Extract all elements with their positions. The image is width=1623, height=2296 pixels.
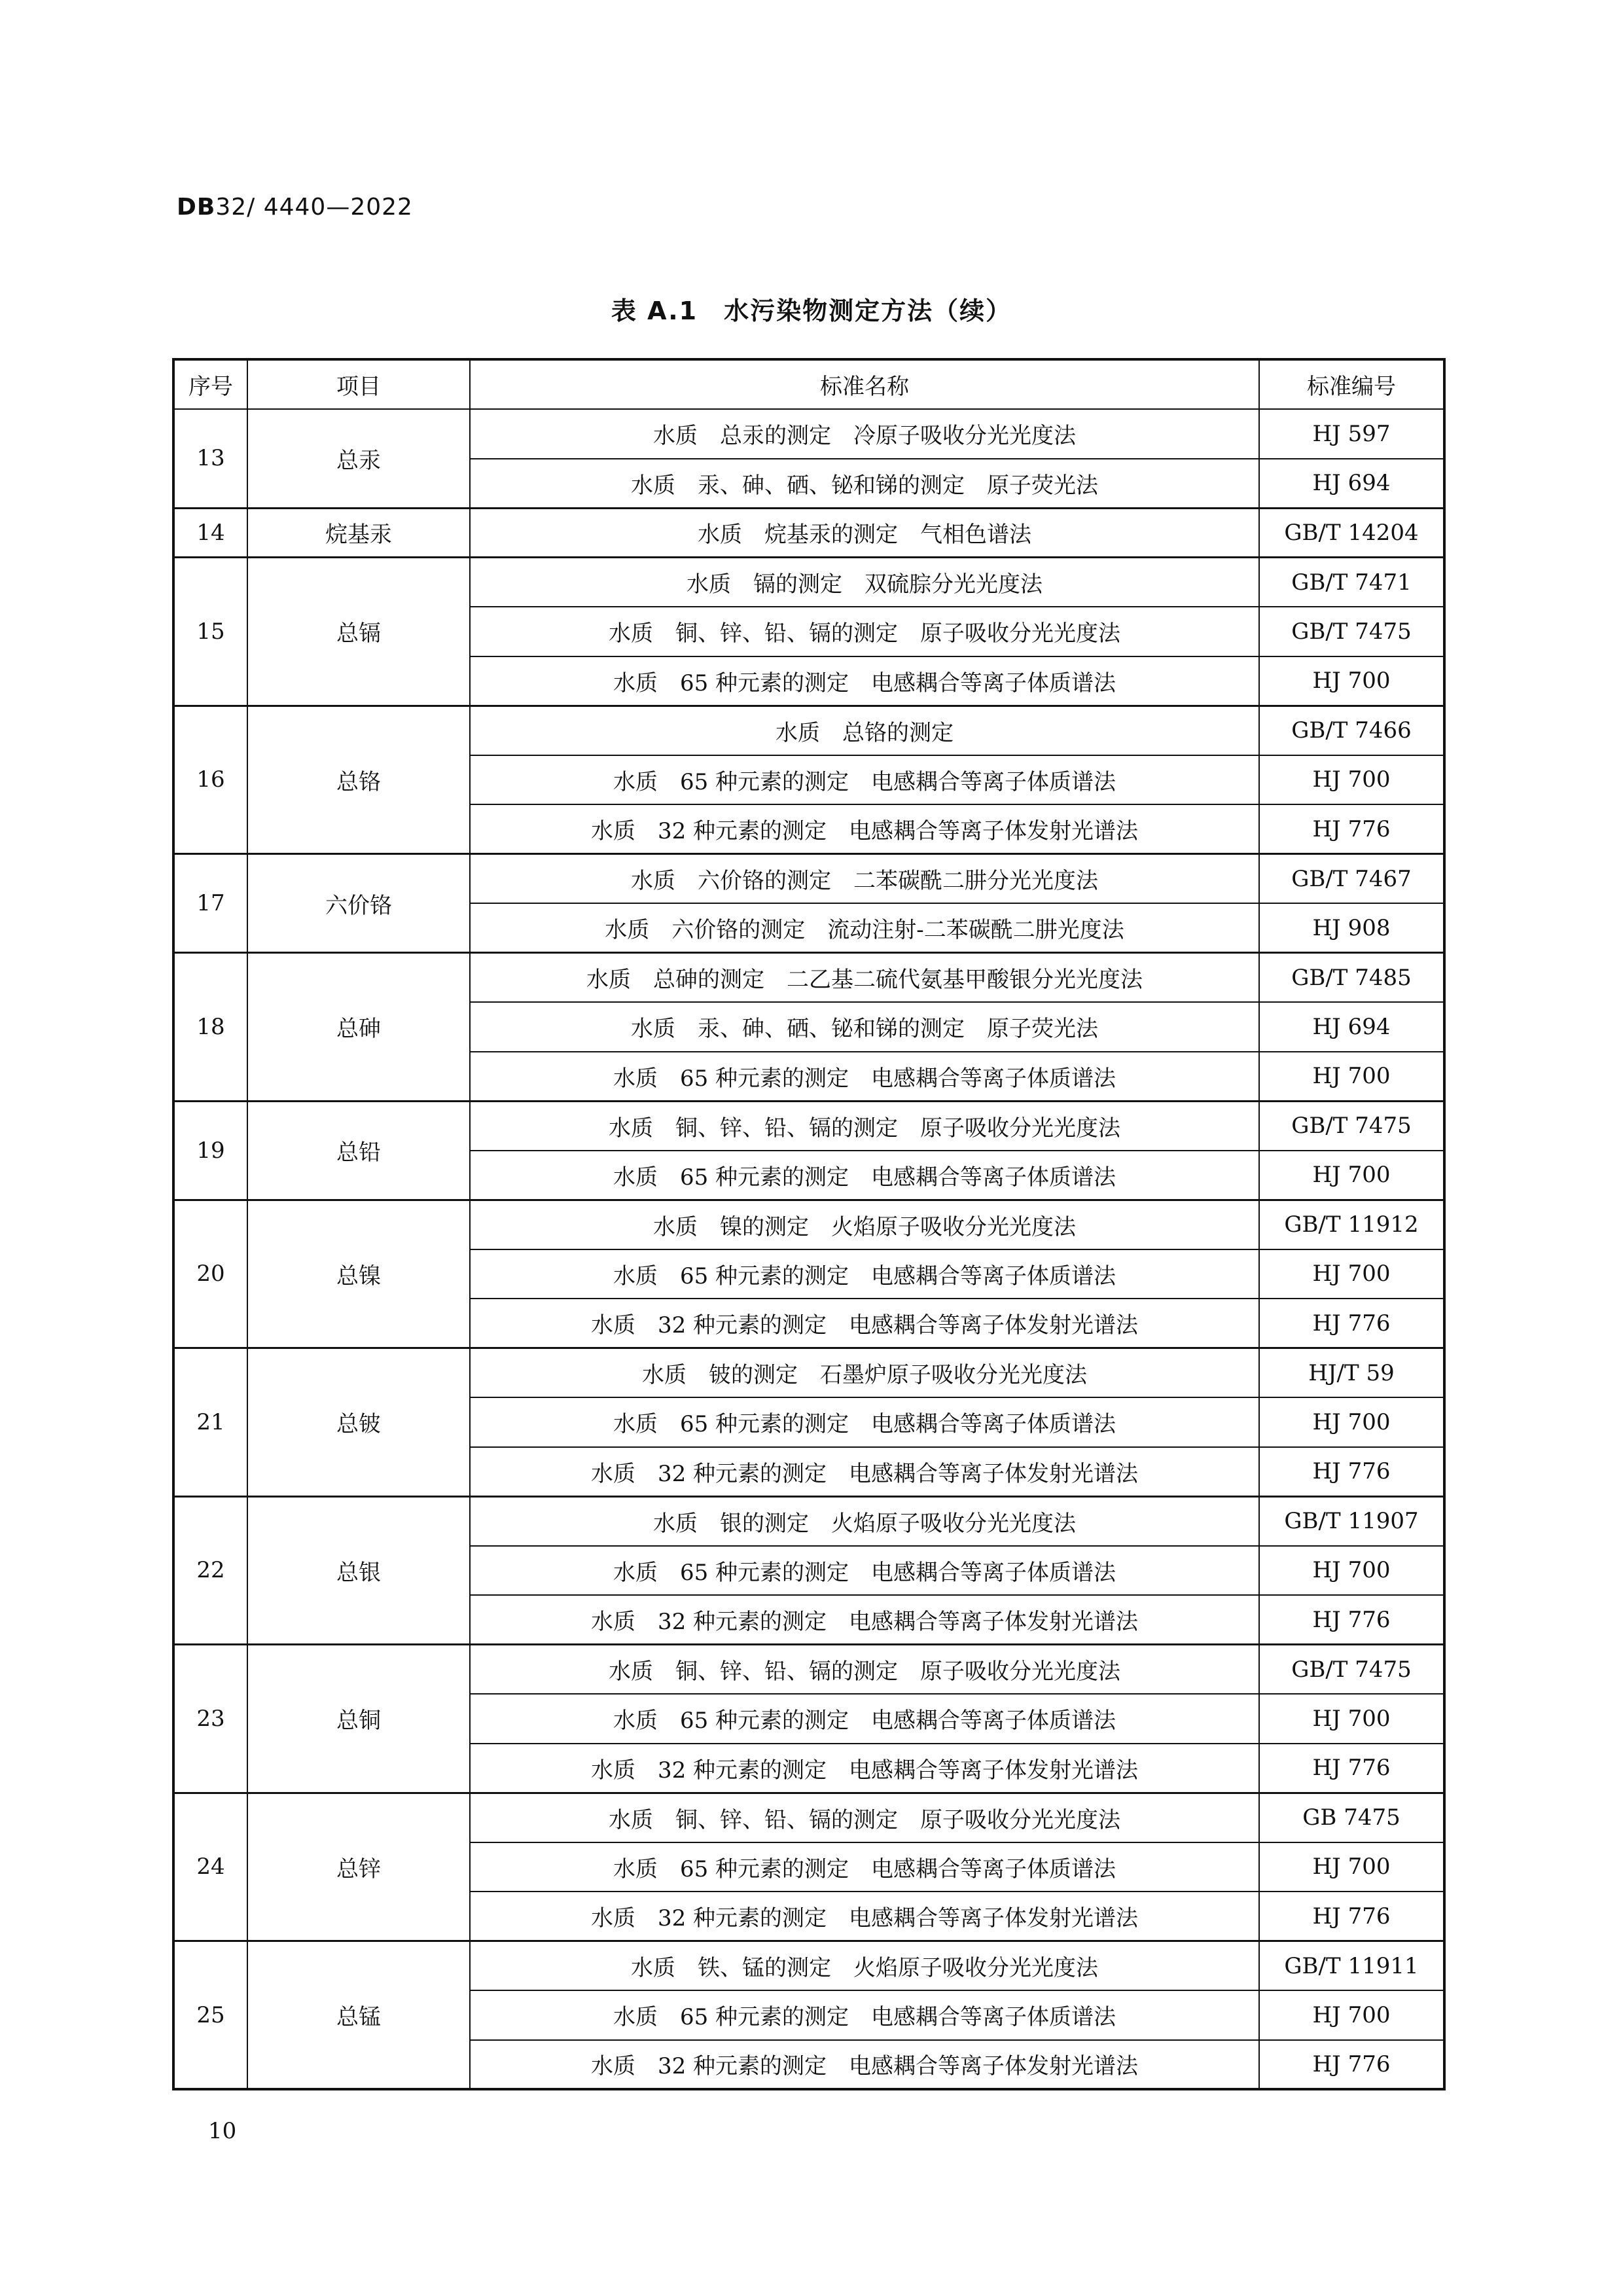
cell-item: 总砷 xyxy=(247,953,470,1102)
cell-standard-code: HJ 700 xyxy=(1259,1694,1444,1744)
cell-standard-name: 水质 65 种元素的测定 电感耦合等离子体质谱法 xyxy=(470,1397,1259,1447)
cell-standard-code: GB/T 7466 xyxy=(1259,706,1444,755)
cell-standard-code: HJ 776 xyxy=(1259,804,1444,854)
cell-seq: 22 xyxy=(173,1496,247,1645)
cell-standard-name: 水质 铜、锌、铅、镉的测定 原子吸收分光光度法 xyxy=(470,1793,1259,1842)
cell-standard-code: GB/T 11911 xyxy=(1259,1941,1444,1991)
cell-seq: 13 xyxy=(173,409,247,508)
cell-standard-code: GB/T 7471 xyxy=(1259,558,1444,607)
cell-standard-code: GB/T 11907 xyxy=(1259,1496,1444,1546)
cell-standard-code: GB/T 14204 xyxy=(1259,508,1444,558)
cell-standard-code: HJ 700 xyxy=(1259,1052,1444,1102)
table-row xyxy=(173,1645,1444,1695)
cell-seq: 14 xyxy=(173,508,247,558)
cell-standard-name: 水质 65 种元素的测定 电感耦合等离子体质谱法 xyxy=(470,755,1259,805)
cell-standard-name: 水质 汞、砷、硒、铋和锑的测定 原子荧光法 xyxy=(470,1002,1259,1052)
cell-standard-name: 水质 65 种元素的测定 电感耦合等离子体质谱法 xyxy=(470,1052,1259,1102)
cell-standard-name: 水质 铜、锌、铅、镉的测定 原子吸收分光光度法 xyxy=(470,607,1259,656)
cell-standard-name: 水质 65 种元素的测定 电感耦合等离子体质谱法 xyxy=(470,1546,1259,1596)
cell-standard-code: HJ 776 xyxy=(1259,1447,1444,1497)
cell-standard-name: 水质 32 种元素的测定 电感耦合等离子体发射光谱法 xyxy=(470,1299,1259,1348)
cell-standard-code: GB/T 11912 xyxy=(1259,1200,1444,1249)
cell-item: 总锌 xyxy=(247,1793,470,1941)
header-standard-code: 标准编号 xyxy=(1259,359,1444,409)
cell-standard-name: 水质 铜、锌、铅、镉的测定 原子吸收分光光度法 xyxy=(470,1645,1259,1695)
cell-seq: 21 xyxy=(173,1348,247,1497)
table-row xyxy=(173,1348,1444,1398)
cell-seq: 24 xyxy=(173,1793,247,1941)
cell-standard-code: HJ 694 xyxy=(1259,1002,1444,1052)
page-number: 10 xyxy=(208,2118,237,2144)
cell-standard-code: GB/T 7475 xyxy=(1259,607,1444,656)
table-row xyxy=(173,1793,1444,1842)
cell-standard-code: HJ 776 xyxy=(1259,1595,1444,1645)
cell-item: 总铅 xyxy=(247,1101,470,1200)
cell-standard-name: 水质 总砷的测定 二乙基二硫代氨基甲酸银分光光度法 xyxy=(470,953,1259,1003)
cell-standard-name: 水质 镍的测定 火焰原子吸收分光光度法 xyxy=(470,1200,1259,1249)
cell-standard-code: HJ 776 xyxy=(1259,1744,1444,1793)
cell-standard-name: 水质 65 种元素的测定 电感耦合等离子体质谱法 xyxy=(470,1694,1259,1744)
document-code-number: 32/ 4440—2022 xyxy=(215,194,413,221)
cell-standard-code: GB/T 7475 xyxy=(1259,1645,1444,1695)
cell-seq: 20 xyxy=(173,1200,247,1348)
cell-standard-name: 水质 铁、锰的测定 火焰原子吸收分光光度法 xyxy=(470,1941,1259,1991)
cell-standard-name: 水质 六价铬的测定 二苯碳酰二肼分光光度法 xyxy=(470,854,1259,904)
cell-standard-code: GB/T 7467 xyxy=(1259,854,1444,904)
cell-standard-code: HJ 700 xyxy=(1259,1151,1444,1200)
table-row xyxy=(173,508,1444,558)
cell-standard-code: HJ 700 xyxy=(1259,1397,1444,1447)
cell-standard-code: HJ 694 xyxy=(1259,459,1444,509)
table-title: 表 A.1 水污染物测定方法（续） xyxy=(611,296,1012,325)
cell-standard-name: 水质 65 种元素的测定 电感耦合等离子体质谱法 xyxy=(470,1249,1259,1299)
header-item: 项目 xyxy=(247,359,470,409)
document-code-prefix: DB xyxy=(177,194,216,221)
cell-standard-code: HJ 776 xyxy=(1259,2040,1444,2090)
cell-standard-name: 水质 32 种元素的测定 电感耦合等离子体发射光谱法 xyxy=(470,1595,1259,1645)
cell-seq: 19 xyxy=(173,1101,247,1200)
document-code xyxy=(177,194,413,221)
table-row xyxy=(173,1200,1444,1249)
cell-standard-name: 水质 65 种元素的测定 电感耦合等离子体质谱法 xyxy=(470,1151,1259,1200)
cell-item: 总铜 xyxy=(247,1645,470,1793)
table-row xyxy=(173,1496,1444,1546)
cell-standard-name: 水质 32 种元素的测定 电感耦合等离子体发射光谱法 xyxy=(470,1744,1259,1793)
cell-item: 总铬 xyxy=(247,706,470,854)
table-row xyxy=(173,558,1444,607)
cell-standard-code: HJ 776 xyxy=(1259,1892,1444,1941)
cell-standard-name: 水质 65 种元素的测定 电感耦合等离子体质谱法 xyxy=(470,656,1259,706)
cell-standard-name: 水质 32 种元素的测定 电感耦合等离子体发射光谱法 xyxy=(470,1892,1259,1941)
cell-standard-code: HJ 700 xyxy=(1259,656,1444,706)
cell-standard-name: 水质 汞、砷、硒、铋和锑的测定 原子荧光法 xyxy=(470,459,1259,509)
cell-standard-code: HJ 776 xyxy=(1259,1299,1444,1348)
cell-standard-code: GB 7475 xyxy=(1259,1793,1444,1842)
cell-standard-name: 水质 烷基汞的测定 气相色谱法 xyxy=(470,508,1259,558)
cell-item: 总银 xyxy=(247,1496,470,1645)
table-row xyxy=(173,706,1444,755)
cell-standard-name: 水质 六价铬的测定 流动注射-二苯碳酰二肼光度法 xyxy=(470,903,1259,953)
cell-item: 总铍 xyxy=(247,1348,470,1497)
cell-item: 总汞 xyxy=(247,409,470,508)
cell-seq: 16 xyxy=(173,706,247,854)
cell-item: 总镍 xyxy=(247,1200,470,1348)
cell-standard-code: HJ 700 xyxy=(1259,755,1444,805)
cell-standard-code: HJ 908 xyxy=(1259,903,1444,953)
cell-standard-code: HJ 700 xyxy=(1259,1842,1444,1892)
cell-standard-name: 水质 铜、锌、铅、镉的测定 原子吸收分光光度法 xyxy=(470,1101,1259,1151)
cell-standard-name: 水质 32 种元素的测定 电感耦合等离子体发射光谱法 xyxy=(470,804,1259,854)
table-row xyxy=(173,854,1444,904)
table-body xyxy=(173,409,1444,2089)
cell-standard-name: 水质 铍的测定 石墨炉原子吸收分光光度法 xyxy=(470,1348,1259,1398)
cell-item: 烷基汞 xyxy=(247,508,470,558)
cell-standard-code: GB/T 7485 xyxy=(1259,953,1444,1003)
cell-standard-name: 水质 32 种元素的测定 电感耦合等离子体发射光谱法 xyxy=(470,2040,1259,2090)
cell-item: 总镉 xyxy=(247,558,470,706)
table-header xyxy=(173,359,1444,409)
cell-seq: 25 xyxy=(173,1941,247,2090)
cell-seq: 15 xyxy=(173,558,247,706)
cell-seq: 23 xyxy=(173,1645,247,1793)
cell-item: 总锰 xyxy=(247,1941,470,2090)
cell-seq: 17 xyxy=(173,854,247,953)
cell-standard-name: 水质 32 种元素的测定 电感耦合等离子体发射光谱法 xyxy=(470,1447,1259,1497)
header-row xyxy=(173,359,1444,409)
cell-standard-name: 水质 65 种元素的测定 电感耦合等离子体质谱法 xyxy=(470,1990,1259,2040)
cell-standard-name: 水质 镉的测定 双硫腙分光光度法 xyxy=(470,558,1259,607)
cell-seq: 18 xyxy=(173,953,247,1102)
cell-standard-name: 水质 总铬的测定 xyxy=(470,706,1259,755)
header-seq: 序号 xyxy=(173,359,247,409)
cell-standard-name: 水质 银的测定 火焰原子吸收分光光度法 xyxy=(470,1496,1259,1546)
cell-standard-code: HJ 700 xyxy=(1259,1249,1444,1299)
table-row xyxy=(173,409,1444,459)
table-row xyxy=(173,1941,1444,1991)
table-row xyxy=(173,953,1444,1003)
cell-standard-code: HJ 700 xyxy=(1259,1546,1444,1596)
cell-standard-name: 水质 总汞的测定 冷原子吸收分光光度法 xyxy=(470,409,1259,459)
cell-standard-code: HJ 597 xyxy=(1259,409,1444,459)
table-row xyxy=(173,1101,1444,1151)
cell-item: 六价铬 xyxy=(247,854,470,953)
cell-standard-code: HJ 700 xyxy=(1259,1990,1444,2040)
header-standard-name: 标准名称 xyxy=(470,359,1259,409)
cell-standard-code: GB/T 7475 xyxy=(1259,1101,1444,1151)
methods-table xyxy=(172,358,1446,2090)
cell-standard-name: 水质 65 种元素的测定 电感耦合等离子体质谱法 xyxy=(470,1842,1259,1892)
cell-standard-code: HJ/T 59 xyxy=(1259,1348,1444,1398)
